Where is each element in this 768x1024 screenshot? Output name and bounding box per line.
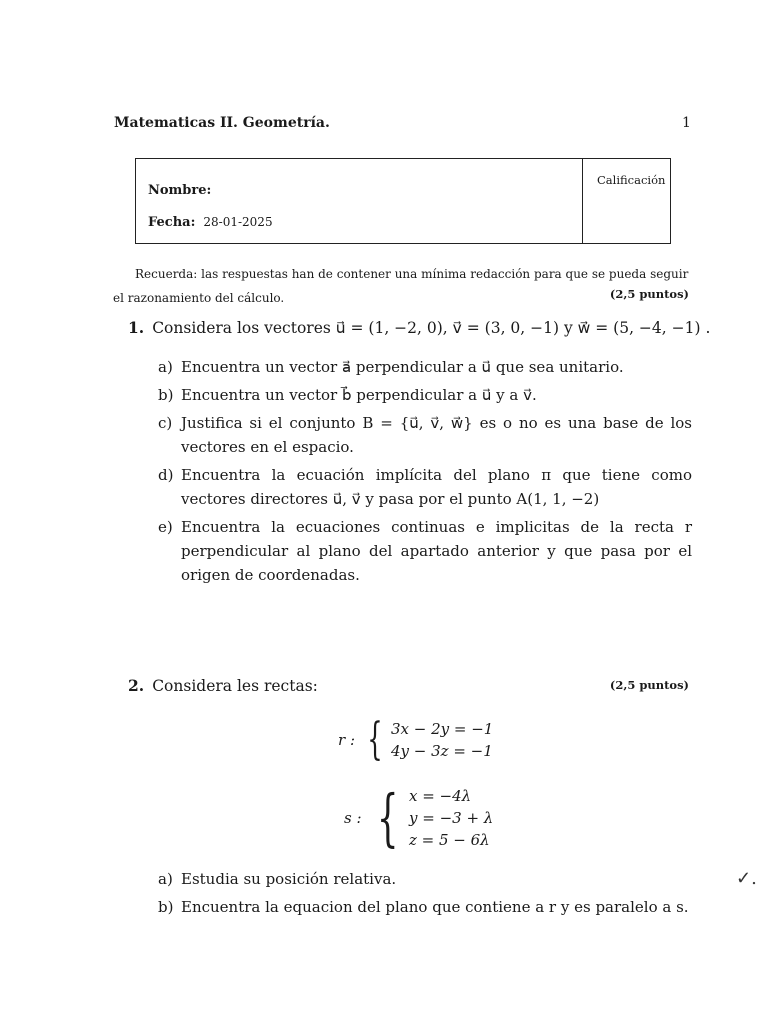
system-name: s : <box>344 809 362 827</box>
question-1-items <box>158 355 692 591</box>
reminder-note <box>113 262 691 310</box>
question-1-item-a <box>158 355 692 379</box>
question-2-statement <box>128 676 318 695</box>
question-2-item-a <box>158 867 692 891</box>
item-text: Encuentra un vector b⃗ perpendicular a u⃗ y a v⃗. <box>181 386 537 404</box>
line-r-system <box>338 714 494 765</box>
left-brace-icon: { <box>376 781 399 854</box>
equation: x = −4λ <box>408 787 472 805</box>
question-1-points: (2,5 puntos) <box>609 287 689 301</box>
item-text: Encuentra la ecuación implícita del plano π que tiene como vectores directores u⃗, v⃗ y pasa por el punto A(1, 1, −2) <box>181 466 692 508</box>
date-row <box>148 215 273 230</box>
item-letter: b) <box>158 386 174 404</box>
page-number: 1 <box>682 115 691 131</box>
item-letter: d) <box>158 466 174 484</box>
system-name: r : <box>338 731 355 749</box>
question-1-number: 1. <box>128 318 145 337</box>
question-2-item-b <box>158 895 692 919</box>
item-letter: c) <box>158 414 173 432</box>
question-2-items <box>158 867 692 923</box>
item-text: Estudia su posición relativa. <box>181 870 397 888</box>
equation: 4y − 3z = −1 <box>391 742 493 760</box>
item-text: Justifica si el conjunto B = {u⃗, v⃗, w⃗} es o no es una base de los vectores en el espacio. <box>181 414 692 456</box>
question-1-text: Considera los vectores u⃗ = (1, −2, 0), v⃗ = (3, 0, −1) y w⃗ = (5, −4, −1) . <box>152 319 711 337</box>
name-label: Nombre: <box>148 183 212 198</box>
question-1-item-d <box>158 463 692 511</box>
question-1-item-e <box>158 515 692 587</box>
equation: z = 5 − 6λ <box>408 831 490 849</box>
question-1-item-b <box>158 383 692 407</box>
reminder-line-1: Recuerda: las respuestas han de contener una mínima redacción para que se pueda seguir <box>135 267 689 281</box>
equation: y = −3 + λ <box>408 809 494 827</box>
item-text: Encuentra la equacion del plano que contiene a r y es paralelo a s. <box>181 898 689 916</box>
page-header-title: Matematicas II. Geometría. <box>114 115 330 131</box>
item-letter: e) <box>158 518 173 536</box>
date-value: 28-01-2025 <box>203 215 273 229</box>
date-label: Fecha: <box>148 215 196 230</box>
item-letter: a) <box>158 870 173 888</box>
left-brace-icon: { <box>367 714 383 765</box>
question-2-points: (2,5 puntos) <box>609 678 689 692</box>
question-1-statement <box>128 318 710 337</box>
equation-list <box>409 785 493 851</box>
question-1-item-c <box>158 411 692 459</box>
reminder-line-2: el razonamiento del cálculo. <box>113 291 285 305</box>
grade-label: Calificación <box>597 173 666 187</box>
handwritten-check-mark-icon: ✓. <box>736 868 757 889</box>
student-info-box <box>135 158 671 244</box>
item-letter: a) <box>158 358 173 376</box>
equation-list <box>391 718 493 762</box>
equation: 3x − 2y = −1 <box>391 720 494 738</box>
info-box-divider <box>582 159 583 243</box>
question-2-text: Considera les rectas: <box>152 677 318 695</box>
item-text: Encuentra la ecuaciones continuas e implicitas de la recta r perpendicular al plano del apartado anterior y que pasa por el origen de coordenadas. <box>181 518 692 584</box>
item-letter: b) <box>158 898 174 916</box>
line-s-system <box>344 781 494 854</box>
question-2-number: 2. <box>128 676 145 695</box>
item-text: Encuentra un vector a⃗ perpendicular a u⃗ que sea unitario. <box>181 358 624 376</box>
